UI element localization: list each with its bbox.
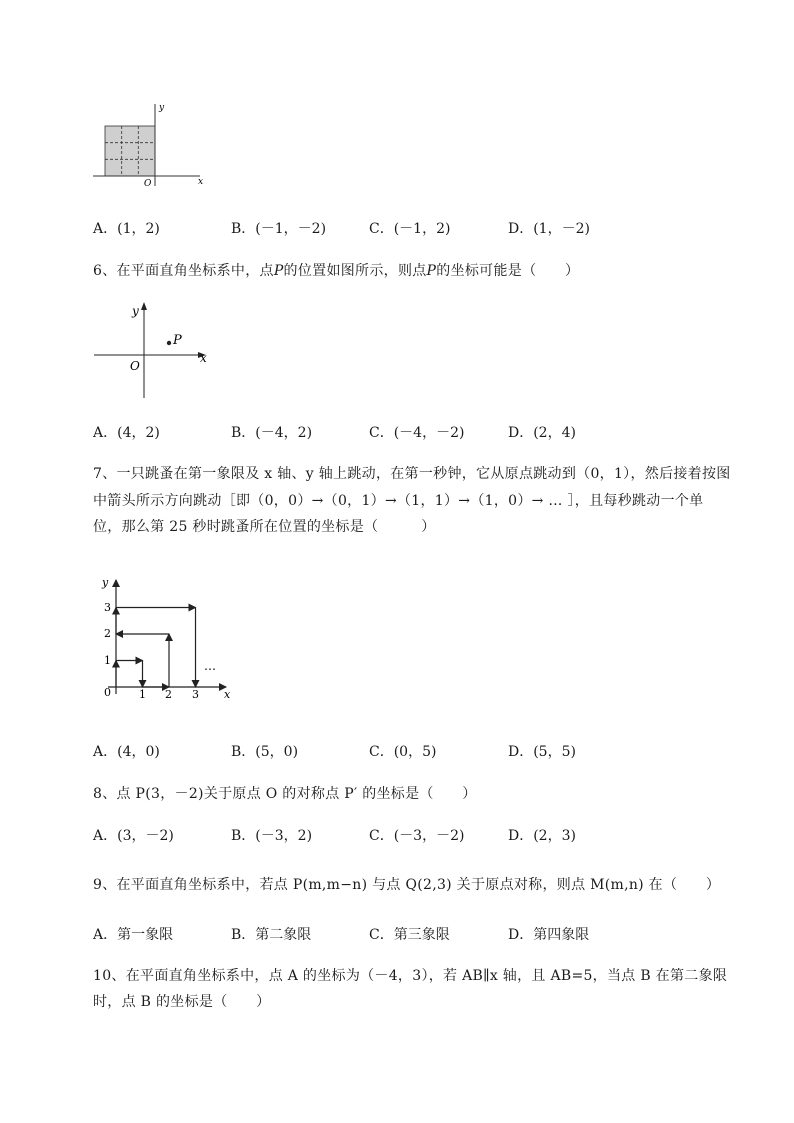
origin-label: O xyxy=(130,359,140,373)
x-tick-1: 1 xyxy=(139,688,146,701)
y-axis-label: y xyxy=(102,576,109,589)
origin-label: O xyxy=(144,179,152,189)
q8-option-b[interactable]: B．(－3，2) xyxy=(231,828,313,844)
q9-option-c[interactable]: C．第三象限 xyxy=(369,927,450,943)
q7-option-a[interactable]: A．(4，0) xyxy=(93,744,160,760)
q9-question-text: 9、在平面直角坐标系中，若点 P(m,m−n) 与点 Q(2,3) 关于原点对称，则点 M(m,n) 在（ ） xyxy=(93,877,721,893)
q9-option-d[interactable]: D．第四象限 xyxy=(508,927,590,943)
q7-figure xyxy=(98,574,248,704)
q10-line-1: 10、在平面直角坐标系中，点 A 的坐标为（－4，3），若 AB∥x 轴，且 AB=5，当点 B 在第二象限 xyxy=(93,968,728,984)
y-tick-3: 3 xyxy=(104,601,111,614)
q7-line-3: 位，那么第 25 秒时跳蚤所在位置的坐标是（ ） xyxy=(93,519,436,535)
q9-option-a[interactable]: A．第一象限 xyxy=(93,927,174,943)
q6-option-a[interactable]: A．(4，2) xyxy=(93,425,160,441)
q6-question-text: 6、在平面直角坐标系中，点P的位置如图所示，则点P的坐标可能是（ ） xyxy=(93,263,580,279)
x-axis-label: x xyxy=(200,351,207,365)
q7-line-2: 中箭头所示方向跳动［即（0，0）→（0，1）→（1，1）→（1，0）→ … ］，且每秒跳动一个单 xyxy=(93,493,704,509)
q6-option-c[interactable]: C．(－4，－2) xyxy=(369,425,465,441)
q7-option-c[interactable]: C．(0，5) xyxy=(369,744,437,760)
q7-line-1: 7、一只跳蚤在第一象限及 x 轴、y 轴上跳动，在第一秒钟，它从原点跳动到（0，1），然后接着按图 xyxy=(93,466,731,482)
q7-option-d[interactable]: D．(5，5) xyxy=(508,744,576,760)
shaded-grid-region xyxy=(105,126,155,176)
y-tick-1: 1 xyxy=(104,654,111,667)
q6-figure xyxy=(90,298,220,402)
q5-figure xyxy=(88,98,218,190)
continuation-dots: … xyxy=(204,659,216,673)
q10-line-2: 时，点 B 的坐标是（ ） xyxy=(93,994,271,1010)
q5-option-c[interactable]: C．(－1，2) xyxy=(369,221,451,237)
origin-label: 0 xyxy=(104,686,111,699)
q5-option-a[interactable]: A．(1，2) xyxy=(93,221,160,237)
q5-option-d[interactable]: D．(1，－2) xyxy=(508,221,590,237)
y-axis-label: y xyxy=(132,304,139,318)
jump-path xyxy=(116,608,196,688)
point-p xyxy=(167,341,171,345)
q6-option-b[interactable]: B．(－4，2) xyxy=(231,425,313,441)
q8-option-a[interactable]: A．(3，－2) xyxy=(93,828,174,844)
x-axis-label: x xyxy=(224,688,231,701)
y-axis-label: y xyxy=(159,103,165,113)
q9-option-b[interactable]: B．第二象限 xyxy=(231,927,312,943)
q8-option-d[interactable]: D．(2，3) xyxy=(508,828,576,844)
q6-option-d[interactable]: D．(2，4) xyxy=(508,425,576,441)
x-tick-3: 3 xyxy=(192,688,199,701)
point-p-label: P xyxy=(173,333,182,348)
x-axis-label: x xyxy=(198,177,204,187)
q7-option-b[interactable]: B．(5，0) xyxy=(231,744,299,760)
q5-option-b[interactable]: B．(－1，－2) xyxy=(231,221,327,237)
y-tick-2: 2 xyxy=(104,627,111,640)
q8-option-c[interactable]: C．(－3，－2) xyxy=(369,828,465,844)
q8-question-text: 8、点 P(3，－2)关于原点 O 的对称点 P′ 的坐标是（ ） xyxy=(93,786,477,802)
x-tick-2: 2 xyxy=(165,688,172,701)
